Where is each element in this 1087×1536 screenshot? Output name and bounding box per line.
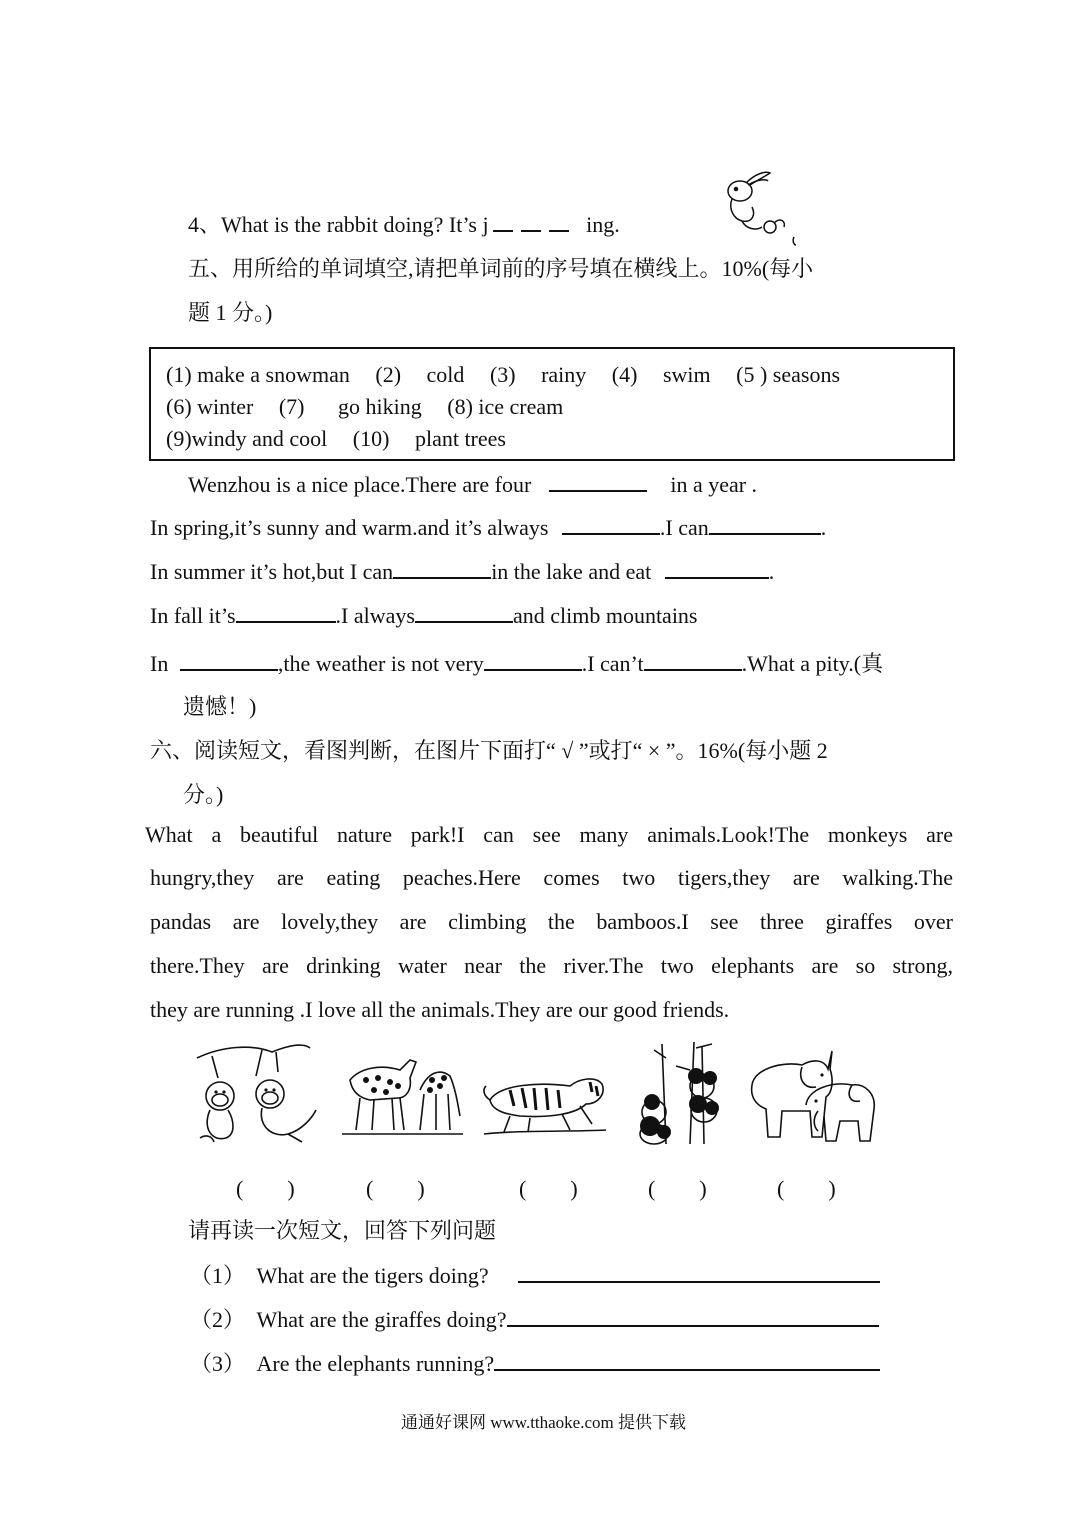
answer-parentheses[interactable]: ( ): [648, 1176, 707, 1201]
fill-sentence-1: Wenzhou is a nice place.There are four in a year .: [188, 472, 758, 497]
passage-line: there.They are drinking water near the river.The two elephants are so strong,: [150, 953, 953, 978]
passage-line: hungry,they are eating peaches.Here comes two tigers,they are walking.The: [150, 865, 953, 890]
answer-blank[interactable]: [180, 651, 278, 671]
section-6-title: 六、阅读短文，看图判断，在图片下面打“ √ ”或打“ × ”。16%(每小题 2: [150, 738, 828, 763]
answer-blank[interactable]: [393, 559, 491, 579]
answer-parentheses[interactable]: ( ): [777, 1176, 836, 1201]
answer-line[interactable]: [507, 1307, 879, 1327]
section-6-title-cont: 分。): [183, 782, 224, 807]
word-bank-row-1: (1) make a snowman (2) cold (3) rainy (4) swim (5 ) seasons: [166, 362, 841, 387]
fill-sentence-4: In fall it’s .I always and climb mountains: [150, 603, 698, 628]
answer-line[interactable]: [494, 1351, 880, 1371]
passage-line: they are running .I love all the animals.They are our good friends.: [150, 997, 730, 1022]
word-bank-box: [149, 347, 955, 461]
reread-instruction: 请再读一次短文，回答下列问题: [188, 1218, 497, 1243]
answer-blank[interactable]: [415, 603, 513, 623]
letter-blank[interactable]: [549, 216, 569, 232]
answer-blank[interactable]: [549, 472, 647, 492]
answer-blank[interactable]: [665, 559, 769, 579]
word-bank-row-3: (9)windy and cool (10) plant trees: [166, 426, 506, 451]
passage-line: What a beautiful nature park!I can see many animals.Look!The monkeys are: [145, 822, 953, 847]
word-bank-row-2: (6) winter (7) go hiking (8) ice cream: [166, 394, 564, 419]
answer-parentheses[interactable]: ( ): [366, 1176, 425, 1201]
section-5-title-cont: 题 1 分。): [188, 300, 273, 325]
answer-parentheses[interactable]: ( ): [519, 1176, 578, 1201]
answer-blank[interactable]: [562, 515, 660, 535]
answer-blank[interactable]: [484, 651, 582, 671]
question-1: （1） What are the tigers doing?: [190, 1259, 880, 1290]
tigers-picture: [480, 1060, 610, 1140]
letter-blank[interactable]: [521, 216, 541, 232]
giraffes-picture: [340, 1050, 465, 1140]
question-4: 4、What is the rabbit doing? It’s j ing.: [188, 212, 620, 237]
answer-parentheses[interactable]: ( ): [236, 1176, 295, 1201]
question-2: （2） What are the giraffes doing?: [190, 1303, 879, 1334]
answer-line[interactable]: [518, 1263, 880, 1283]
pandas-picture: [632, 1040, 722, 1145]
page-footer: 通通好课网 www.tthaoke.com 提供下载: [400, 1413, 687, 1432]
answer-blank[interactable]: [644, 651, 742, 671]
fill-sentence-5-cont: 遗憾！): [183, 694, 257, 719]
fill-sentence-2: In spring,it’s sunny and warm.and it’s always .I can .: [150, 515, 827, 540]
answer-blank[interactable]: [709, 515, 821, 535]
letter-blank[interactable]: [493, 216, 513, 232]
elephants-picture: [742, 1045, 884, 1145]
section-5-title: 五、用所给的单词填空,请把单词前的序号填在横线上。10%(每小: [188, 256, 814, 281]
question-3: （3） Are the elephants running?: [190, 1347, 880, 1378]
fill-sentence-5: In ,the weather is not very .I can’t .What a pity.(真: [150, 651, 884, 676]
fill-sentence-3: In summer it’s hot,but I can in the lake and eat .: [150, 559, 775, 584]
monkeys-picture: [192, 1038, 322, 1150]
passage-line: pandas are lovely,they are climbing the bamboos.I see three giraffes over: [150, 909, 953, 934]
answer-blank[interactable]: [236, 603, 336, 623]
rabbit-picture: [712, 165, 807, 247]
